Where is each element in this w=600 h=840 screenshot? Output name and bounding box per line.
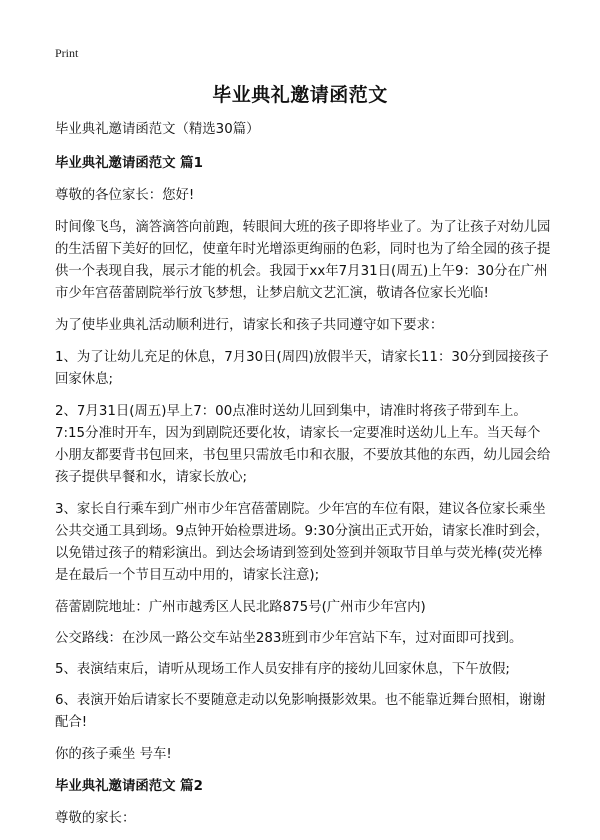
paragraph-item-5: 5、表演结束后，请听从现场工作人员安排有序的接幼儿回家休息，下午放假;	[55, 662, 510, 677]
paragraph-item-1: 1、为了让幼儿充足的休息，7月30日(周四)放假半天，请家长11：30分到园接孩子回家休息;	[55, 350, 549, 387]
document-body	[55, 119, 553, 840]
greeting-1: 尊敬的各位家长：您好!	[55, 188, 195, 203]
paragraph-address: 蓓蕾剧院地址：广州市越秀区人民北路875号(广州市少年宫内)	[55, 600, 426, 615]
document-subtitle: 毕业典礼邀请函范文（精选30篇）	[55, 122, 260, 137]
paragraph-requirements: 为了使毕业典礼活动顺利进行，请家长和孩子共同遵守如下要求：	[55, 318, 444, 333]
paragraph-item-3: 3、家长自行乘车到广州市少年宫蓓蕾剧院。少年宫的车位有限，建议各位家长乘坐公共交通工具到场。9点钟开始检票进场。9:30分演出正式开始，请家长准时到会，以免错过孩子的精彩演出。到达会场请到签到处签到并领取节目单与荧光棒(荧光棒是在最后一个节目互动中用的，请家长注意);	[55, 502, 549, 583]
section-heading-1: 毕业典礼邀请函范文 篇1	[55, 156, 203, 171]
paragraph-item-6: 6、表演开始后请家长不要随意走动以免影响摄影效果。也不能靠近舞台照相，谢谢配合!	[55, 693, 546, 730]
greeting-2: 尊敬的家长：	[55, 811, 136, 826]
section-heading-2: 毕业典礼邀请函范文 篇2	[55, 779, 203, 794]
paragraph-item-2: 2、7月31日(周五)早上7：00点准时送幼儿回到集中，请准时将孩子带到车上。7:15分准时开车，因为到剧院还要化妆，请家长一定要准时送幼儿上车。当天每个小朋友都要背书包回来，书包里只需放毛巾和衣服，不要放其他的东西，幼儿园会给孩子提供早餐和水，请家长放心;	[55, 404, 551, 485]
paragraph-intro: 时间像飞鸟，滴答滴答向前跑，转眼间大班的孩子即将毕业了。为了让孩子对幼儿园的生活留下美好的回忆，使童年时光增添更绚丽的色彩，同时也为了给全园的孩子提供一个表现自我，展示才能的机会。我园于xx年7月31日(周五)上午9：30分在广州市少年宫蓓蕾剧院举行放飞梦想，让梦启航文艺汇演，敬请各位家长光临!	[55, 220, 551, 301]
page-title: 毕业典礼邀请函范文	[212, 84, 388, 106]
print-link[interactable]: Print	[55, 46, 79, 60]
paragraph-bus-route: 公交路线：在沙凤一路公交车站坐283班到市少年宫站下车，过对面即可找到。	[55, 631, 523, 646]
paragraph-bus-number: 你的孩子乘坐 号车!	[55, 747, 172, 762]
